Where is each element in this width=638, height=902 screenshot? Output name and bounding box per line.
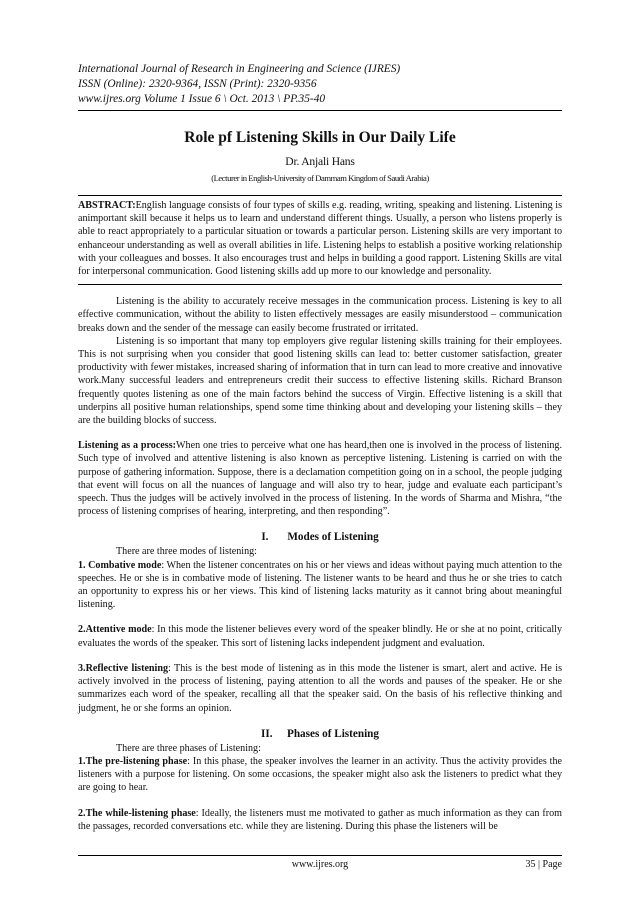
- section-title: Modes of Listening: [287, 531, 379, 544]
- abstract-text: English language consists of four types of skills e.g. reading, writing, speaking and listening. Listening is animportant skill because it helps us to learn and understand different things. Usually, a person who listens properly is able to react appropriately to a particular situation or towards a particular person. Listening skills are very important to enhanceour understanding as well as overall abilities in life. Listening helps to establish a positive working relationship with your colleagues and bosses. It also encourages trust and helps in building a good rapport. Listening Skills are vital for interpersonal communication. Good listening skills add up more to our knowledge and personality.: [78, 200, 562, 278]
- section-number: I.: [261, 531, 269, 544]
- footer-rule: [78, 855, 562, 856]
- process-paragraph: [78, 439, 562, 518]
- intro-paragraph-1: Listening is the ability to accurately receive messages in the communication process. Listening is key to all effective communication, without the ability to listen effectively messages are easily misunderstood – communication breaks down and the sender of the message can easily become frustrated or irritated.: [78, 296, 562, 334]
- section-title: Phases of Listening: [287, 727, 379, 740]
- author-name: Dr. Anjali Hans: [285, 155, 355, 168]
- phase-item-text: : In this phase, the speaker involves the learner in an activity. Thus the activity provides the listeners with a purpose for listening. On some occasions, the speaker might also ask the listeners to predict what they are going to hear.: [78, 755, 562, 794]
- mode-item-label: 1. Combative mode: [78, 559, 162, 571]
- journal-name: International Journal of Research in Engineering and Science (IJRES): [78, 63, 401, 75]
- paper-page: [78, 62, 562, 833]
- header-rule: [78, 110, 562, 111]
- abstract-label: ABSTRACT:: [78, 200, 136, 211]
- mode-item: [78, 662, 562, 715]
- author-affiliation: (Lecturer in English-University of Dammam Kingdom of Saudi Arabia): [211, 173, 429, 183]
- phase-item-text: : Ideally, the listeners must me motivated to gather as much information as they can from the passages, recorded conversations etc. while they are listening. During this phase the listeners will be: [78, 807, 562, 832]
- issn-line: ISSN (Online): 2320-9364, ISSN (Print): 2320-9356: [78, 78, 317, 90]
- abstract-top-rule: [78, 195, 562, 196]
- process-text: When one tries to perceive what one has heard,then one is involved in the process of listening. Such type of involved and attentive listening is also known as perceptive listening. Listening is carried on with the purpose of gathering information. Suppose, there is a declamation competition going on in a school, the people judging that event will focus on all the nuances of language and will also try to hear, judge and evaluate each participant’s speech. Thus the judges will be actively involved in the process of listening. In the words of Sharma and Mishra, “the process of listening comprises of hearing, interpreting, and then responding”.: [78, 440, 562, 518]
- section-heading-modes: [78, 530, 562, 544]
- mode-item-text: : In this mode the listener believes every word of the speaker blindly. He or she at no point, critically evaluates the words of the speaker. This sort of listening lacks independent judgment and evaluation.: [78, 624, 562, 649]
- abstract: [78, 199, 562, 278]
- process-label: Listening as a process:: [78, 440, 177, 452]
- volume-line: www.ijres.org Volume 1 Issue 6 \ Oct. 2013 \ PP.35-40: [78, 93, 326, 105]
- phase-item-label: 2.The while-listening phase: [78, 807, 196, 819]
- modes-intro: There are three modes of listening:: [116, 546, 257, 558]
- intro-paragraph-2: Listening is so important that many top employers give regular listening skills training for their employees. This is not surprising when you consider that good listening skills can lead to: better customer satisfaction, greater productivity with fewer mistakes, increased sharing of information that in turn can lead to more creative and innovative work.Many successful leaders and entrepreneurs credit their success to effective listening skills. Richard Branson frequently quotes listening as one of the main factors behind the success of Virgin. Effective listening is a skill that underpins all positive human relationships, spend some time thinking about and developing your listening skills – they are the building blocks of success.: [78, 335, 562, 427]
- section-number: II.: [261, 727, 273, 740]
- page-number: 35 | Page: [525, 859, 562, 870]
- mode-item-text: : This is the best mode of listening as in this mode the listener is smart, alert and active. He is actively involved in the process of listening, paying attention to all the words and pauses of the speaker. He or she summarizes each word of the speaker, recalling all that the speaker said. On the basis of his reflective thinking and judgment, he or she forms an opinion.: [78, 662, 562, 714]
- mode-item-label: 2.Attentive mode: [78, 624, 152, 636]
- phases-intro: There are three phases of Listening:: [116, 742, 261, 754]
- section-heading-phases: [78, 727, 562, 741]
- phase-item: [78, 807, 562, 833]
- paper-title: Role pf Listening Skills in Our Daily Life: [184, 129, 456, 146]
- mode-item-label: 3.Reflective listening: [78, 662, 169, 674]
- mode-item-text: : When the listener concentrates on his or her views and ideas without paying much attention to the speeches. He or she is in combative mode of listening. The listener wants to be heard and thus he or she tries to catch an opportunity to express his or her views. This kind of listening lacks maturity as it cannot bring about meaningful listening.: [78, 559, 563, 611]
- mode-item: [78, 559, 562, 612]
- phase-item-label: 1.The pre-listening phase: [78, 755, 188, 767]
- footer-website: www.ijres.org: [291, 859, 349, 870]
- mode-item: [78, 623, 562, 649]
- phase-item: [78, 755, 562, 795]
- abstract-bottom-rule: [78, 284, 562, 285]
